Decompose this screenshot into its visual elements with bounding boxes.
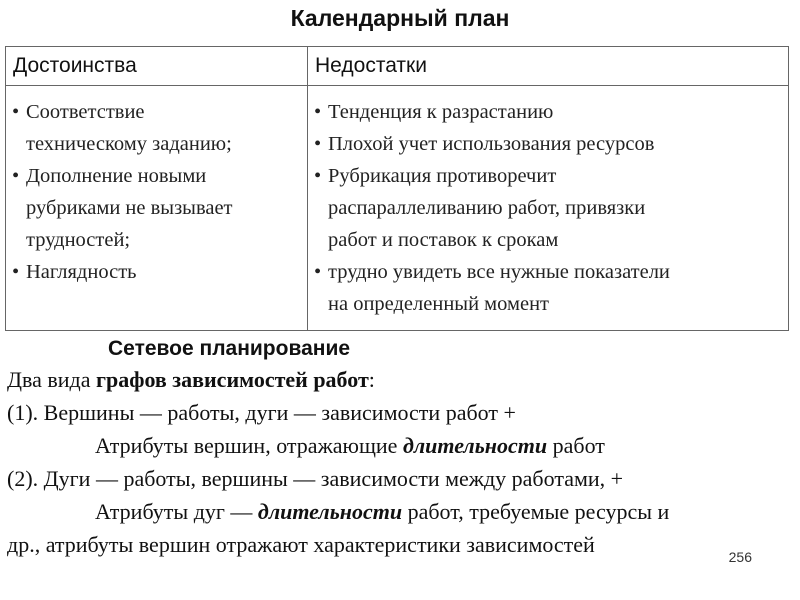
bullet-icon: •	[314, 165, 322, 187]
bullet-icon: •	[12, 101, 20, 123]
item2-attr-suffix: работ, требуемые ресурсы и	[402, 499, 670, 524]
advantage-text: Наглядность	[26, 261, 137, 283]
item2-attr-prefix: Атрибуты дуг —	[95, 499, 258, 524]
item1-attributes-line	[7, 429, 797, 462]
page-number: 256	[728, 549, 752, 565]
item2-attributes-line	[7, 495, 797, 528]
item2-line: (2). Дуги — работы, вершины — зависимости между работами, +	[7, 466, 624, 491]
item1-attr-prefix: Атрибуты вершин, отражающие	[95, 433, 403, 458]
intro-line	[7, 363, 797, 396]
disadvantage-line: Плохой учет использования ресурсов	[328, 133, 655, 155]
advantage-text: Дополнение новыми рубриками не вызывает трудностей;	[26, 165, 233, 251]
table-row	[6, 86, 789, 331]
intro-prefix: Два вида	[7, 367, 96, 392]
list-item	[12, 160, 303, 256]
disadvantage-line: на определенный момент	[328, 293, 549, 315]
bullet-icon: •	[12, 261, 20, 283]
item1-line: (1). Вершины — работы, дуги — зависимости работ +	[7, 400, 516, 425]
disadvantages-cell	[308, 86, 789, 331]
header-advantages: Достоинства	[6, 47, 308, 86]
bullet-icon: •	[314, 101, 322, 123]
item1-attr-suffix: работ	[547, 433, 605, 458]
advantages-list	[12, 96, 303, 288]
list-item	[314, 96, 784, 128]
disadvantage-line: Рубрикация противоречит	[328, 165, 557, 187]
disadvantage-line: работ и поставок к срокам	[328, 229, 559, 251]
slide-title: Календарный план	[290, 5, 510, 31]
item2-attr-emphasis: длительности	[257, 499, 403, 524]
list-item	[12, 96, 303, 160]
disadvantage-line: распараллеливанию работ, привязки	[328, 197, 646, 219]
bullet-icon: •	[314, 261, 322, 283]
disadvantage-line: Тенденция к разрастанию	[328, 101, 554, 123]
advantages-cell	[6, 86, 308, 331]
pros-cons-table	[5, 46, 789, 331]
list-item	[314, 128, 784, 160]
network-description	[7, 363, 797, 561]
table-header-row	[6, 47, 789, 86]
network-section-title: Сетевое планирование	[108, 337, 351, 360]
list-item	[314, 160, 784, 256]
disadvantages-list	[314, 96, 784, 320]
disadvantage-line: трудно увидеть все нужные показатели	[328, 261, 670, 283]
list-item	[12, 256, 303, 288]
item1-attr-emphasis: длительности	[402, 433, 548, 458]
list-item	[314, 256, 784, 320]
bullet-icon: •	[12, 165, 20, 187]
intro-suffix: :	[368, 367, 375, 392]
intro-bold: графов зависимостей работ	[96, 367, 369, 392]
advantage-text: Соответствие техническому заданию;	[26, 101, 232, 155]
bullet-icon: •	[314, 133, 322, 155]
header-disadvantages: Недостатки	[308, 47, 789, 86]
item2-continuation-line: др., атрибуты вершин отражают характеристики зависимостей	[7, 532, 595, 557]
